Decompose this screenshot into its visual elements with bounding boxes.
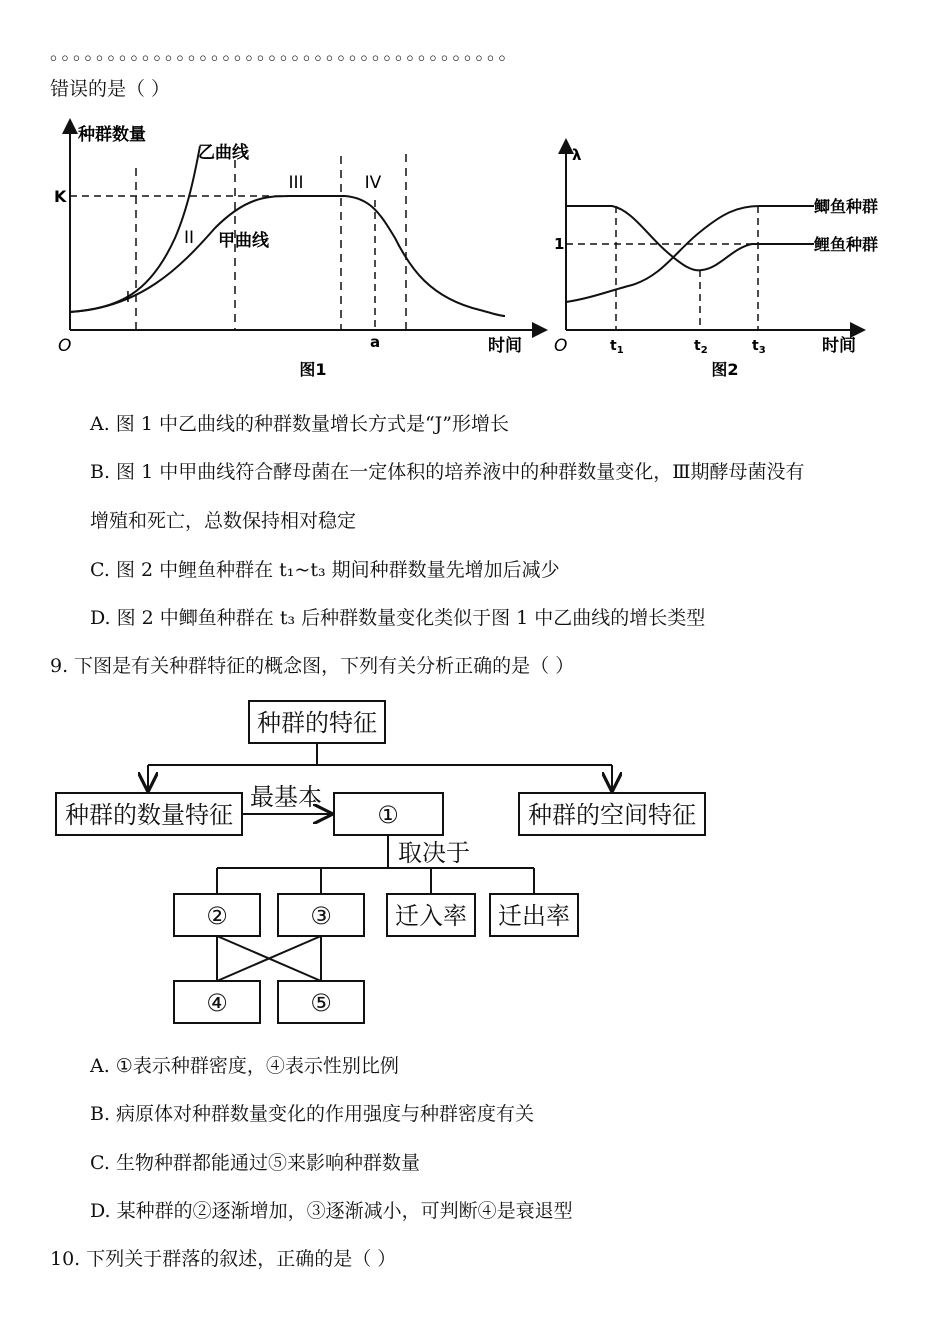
concept-label-3: ③	[310, 902, 332, 930]
fig2-caption: 图2	[711, 360, 739, 379]
q9-option-d: D. 某种群的②逐渐增加，③逐渐减小，可判断④是衰退型	[90, 1200, 573, 1222]
q9-stem: 9. 下图是有关种群特征的概念图，下列有关分析正确的是（ ）	[50, 655, 575, 677]
fig2-t3-label	[752, 338, 766, 356]
fig1-origin-label: O	[58, 336, 72, 356]
q9-option-a: A. ①表示种群密度，④表示性别比例	[90, 1055, 399, 1077]
figure-1-population-curves	[50, 118, 550, 388]
fig1-curve-yi	[70, 146, 200, 312]
fig1-x-label: 时间	[488, 336, 522, 356]
fig1-phase-2: II	[183, 228, 195, 248]
fig2-t1-letter: t	[610, 338, 617, 354]
q8-stem-end: 错误的是（ ）	[50, 78, 171, 100]
concept-label-left: 种群的数量特征	[65, 801, 233, 829]
fig2-t3-subscript: 3	[758, 345, 766, 356]
fig2-one-label: 1	[554, 235, 565, 253]
fig2-t2-label	[694, 338, 708, 356]
q8-option-a: A. 图 1 中乙曲线的种群数量增长方式是“J”形增长	[90, 413, 510, 435]
q9-option-b: B. 病原体对种群数量变化的作用强度与种群密度有关	[90, 1103, 535, 1125]
fig2-series-li-label: 鲤鱼种群	[814, 235, 879, 254]
fig1-a-label: a	[370, 333, 381, 351]
fig1-curve-yi-label: 乙曲线	[198, 143, 249, 163]
concept-label-1: ①	[377, 801, 399, 829]
q8-option-d: D. 图 2 中鲫鱼种群在 t₃ 后种群数量变化类似于图 1 中乙曲线的增长类型	[90, 607, 706, 629]
concept-label-immigration: 迁入率	[395, 902, 467, 930]
fig2-series-li	[566, 206, 814, 270]
fig1-phase-1: I	[125, 288, 131, 306]
fig1-k-label: K	[54, 187, 67, 206]
concept-label-2: ②	[206, 902, 228, 930]
fig2-series-ji-label: 鲫鱼种群	[814, 197, 879, 216]
concept-label-emigration: 迁出率	[498, 902, 570, 930]
fig2-t1-label	[610, 338, 624, 356]
figure-2-lambda-curves	[552, 140, 897, 388]
fig1-caption: 图1	[299, 360, 327, 379]
q10-stem: 10. 下列关于群落的叙述，正确的是（ ）	[50, 1248, 397, 1270]
q9-concept-diagram	[50, 695, 720, 1030]
concept-label-4: ④	[206, 989, 228, 1017]
q8-option-b-line2: 增殖和死亡，总数保持相对稳定	[90, 510, 357, 532]
cut-off-text: 。。。。。。。。。。。。。。。。。。。。。。。。。。。。。。。。。。。。。。。。	[50, 42, 520, 64]
concept-label-top: 种群的特征	[257, 709, 377, 737]
fig2-x-label: 时间	[822, 336, 856, 356]
fig2-origin-label: O	[554, 336, 568, 356]
concept-label-right: 种群的空间特征	[528, 801, 696, 829]
cut-off-text-line	[50, 30, 900, 64]
concept-label-depends: 取决于	[398, 839, 470, 867]
fig1-y-label: 种群数量	[78, 125, 146, 145]
fig2-y-label: λ	[572, 146, 582, 164]
concept-label-5: ⑤	[310, 989, 332, 1017]
fig2-series-ji	[566, 206, 814, 302]
fig2-t2-letter: t	[694, 338, 701, 354]
fig1-phase-4: IV	[364, 173, 382, 193]
q8-option-b-line1: B. 图 1 中甲曲线符合酵母菌在一定体积的培养液中的种群数量变化，Ⅲ期酵母菌没有	[90, 461, 805, 483]
fig1-curve-jia-label: 甲曲线	[218, 231, 269, 251]
fig2-t1-subscript: 1	[616, 345, 624, 356]
q9-option-c: C. 生物种群都能通过⑤来影响种群数量	[90, 1152, 420, 1174]
fig2-t3-letter: t	[752, 338, 759, 354]
fig2-t2-subscript: 2	[700, 345, 708, 356]
fig1-phase-3: III	[288, 173, 304, 193]
concept-label-basic: 最基本	[250, 783, 322, 811]
q8-option-c: C. 图 2 中鲤鱼种群在 t₁~t₃ 期间种群数量先增加后减少	[90, 559, 560, 581]
